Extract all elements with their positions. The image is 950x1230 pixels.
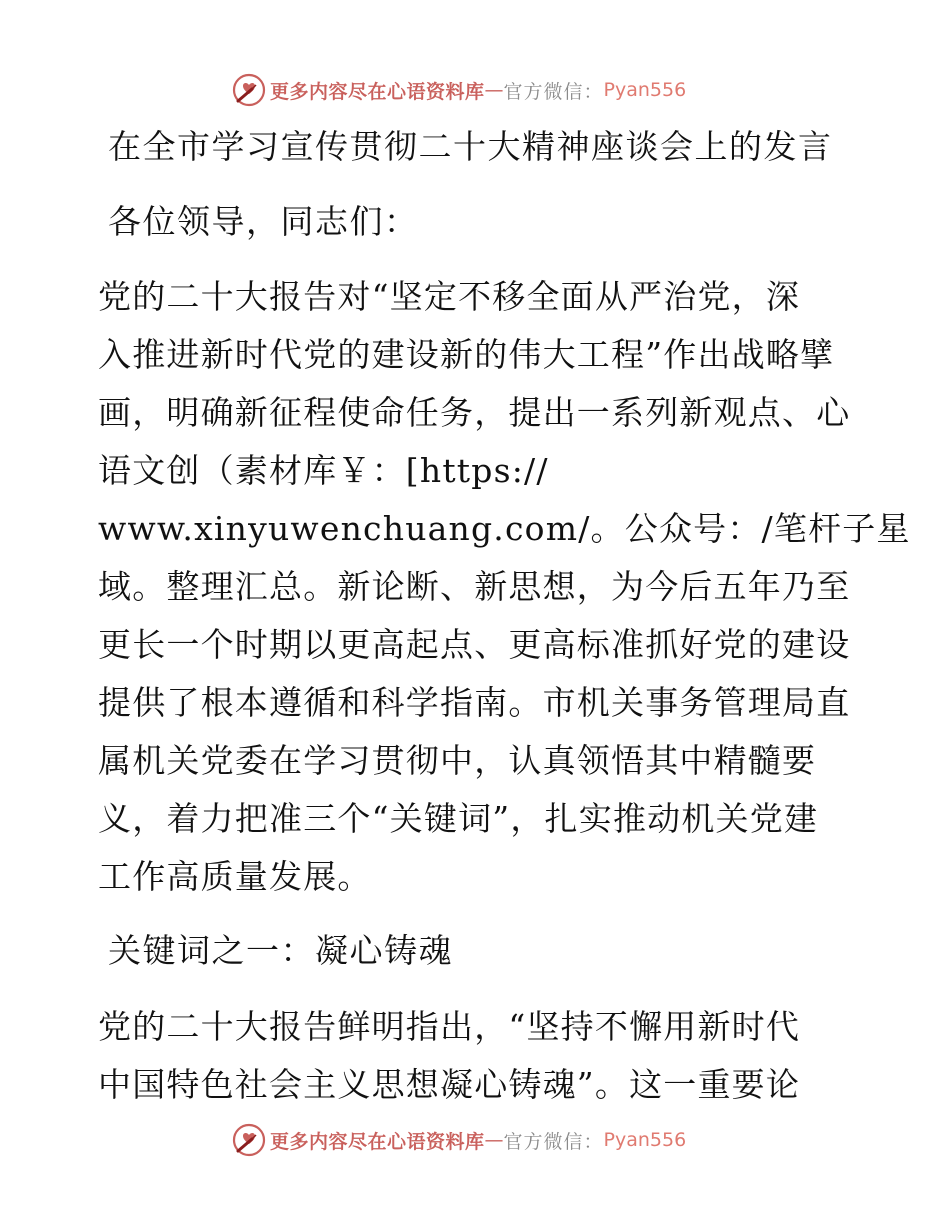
paragraph-line: 域。整理汇总。新论断、新思想，为今后五年乃至 — [98, 567, 851, 606]
paragraph-line: 中国特色社会主义思想凝心铸魂”。这一重要论 — [98, 1065, 801, 1104]
section-heading-1: 关键词之一：凝心铸魂 — [108, 931, 453, 970]
watermark-promo-text: 更多内容尽在心语资料库 — [270, 80, 485, 103]
document-title: 在全市学习宣传贯彻二十大精神座谈会上的发言 — [108, 127, 833, 166]
paragraph-line: 义，着力把准三个“关键词”，扎实推动机关党建 — [98, 799, 819, 838]
paragraph-line: 属机关党委在学习贯彻中，认真领悟其中精髓要 — [98, 741, 817, 780]
paragraph-line: 党的二十大报告对“坚定不移全面从严治党，深 — [98, 277, 801, 316]
paragraph-1 — [98, 268, 911, 906]
watermark-wechat-label: 官方微信： — [503, 80, 604, 103]
watermark-wechat-handle: Pyan556 — [603, 79, 687, 101]
heart-pen-logo-icon — [232, 1123, 266, 1157]
watermark-banner-top — [232, 72, 732, 108]
watermark-separator: — — [484, 1129, 504, 1151]
paragraph-line: 更长一个时期以更高起点、更高标准抓好党的建设 — [98, 625, 851, 664]
paragraph-2 — [98, 998, 858, 1114]
paragraph-line: 语文创（素材库￥：[https:// — [98, 451, 549, 490]
document-greeting: 各位领导，同志们： — [108, 202, 419, 241]
watermark-wechat-label: 官方微信： — [503, 1130, 604, 1153]
paragraph-line: 工作高质量发展。 — [98, 857, 372, 896]
paragraph-line: 入推进新时代党的建设新的伟大工程”作出战略擘 — [98, 335, 835, 374]
paragraph-line: 提供了根本遵循和科学指南。市机关事务管理局直 — [98, 683, 851, 722]
watermark-banner-bottom — [232, 1122, 732, 1158]
watermark-separator: — — [484, 79, 504, 101]
paragraph-line: www.xinyuwenchuang.com/。公众号：/笔杆子星 — [98, 509, 911, 548]
paragraph-line: 画，明确新征程使命任务，提出一系列新观点、心 — [98, 393, 851, 432]
watermark-wechat-handle: Pyan556 — [603, 1129, 687, 1151]
watermark-promo-text: 更多内容尽在心语资料库 — [270, 1130, 485, 1153]
heart-pen-logo-icon — [232, 73, 266, 107]
paragraph-line: 党的二十大报告鲜明指出，“坚持不懈用新时代 — [98, 1007, 801, 1046]
